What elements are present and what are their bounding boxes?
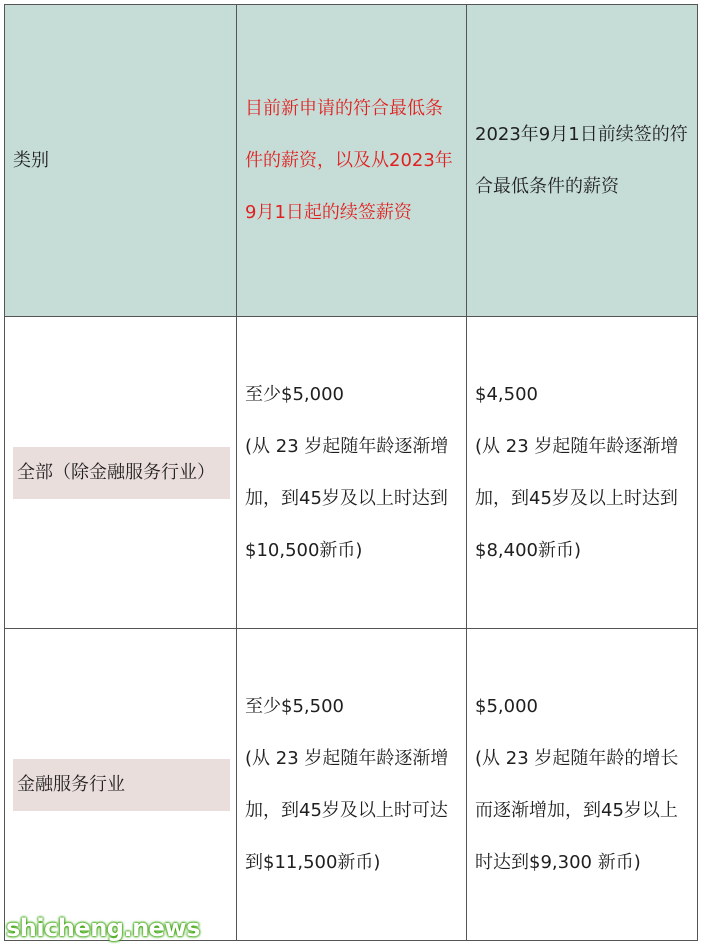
watermark-logo: shicheng.news <box>6 914 200 942</box>
header-category-text: 类别 <box>13 149 49 171</box>
category-label: 全部（除金融服务行业） <box>13 447 230 499</box>
renewal-salary-note: (从 23 岁起随年龄的增长而逐渐增加，到45岁以上时达到$9,300 新币) <box>475 747 679 873</box>
new-salary-note: (从 23 岁起随年龄逐渐增加，到45岁及以上时达到$10,500新币) <box>245 435 449 561</box>
category-cell <box>5 317 237 629</box>
new-salary-cell <box>237 629 467 941</box>
new-salary-cell <box>237 317 467 629</box>
header-renewal-salary-text: 2023年9月1日前续签的符合最低条件的薪资 <box>475 123 688 197</box>
renewal-salary-amount: $5,000 <box>475 695 538 717</box>
header-new-salary <box>237 5 467 317</box>
header-new-salary-text: 目前新申请的符合最低条件的薪资，以及从2023年9月1日起的续签薪资 <box>245 97 453 223</box>
renewal-salary-amount: $4,500 <box>475 383 538 405</box>
new-salary-amount: 至少$5,000 <box>245 383 344 405</box>
new-salary-note: (从 23 岁起随年龄逐渐增加，到45岁及以上时可达到$11,500新币) <box>245 747 449 873</box>
header-category <box>5 5 237 317</box>
category-label: 金融服务行业 <box>13 759 230 811</box>
table-header-row <box>5 5 698 317</box>
renewal-salary-note: (从 23 岁起随年龄逐渐增加，到45岁及以上时达到$8,400新币) <box>475 435 679 561</box>
minimum-salary-table <box>4 4 698 941</box>
new-salary-amount: 至少$5,500 <box>245 695 344 717</box>
renewal-salary-cell <box>467 629 698 941</box>
table-row <box>5 629 698 941</box>
renewal-salary-cell <box>467 317 698 629</box>
table-row <box>5 317 698 629</box>
header-renewal-salary <box>467 5 698 317</box>
category-cell <box>5 629 237 941</box>
